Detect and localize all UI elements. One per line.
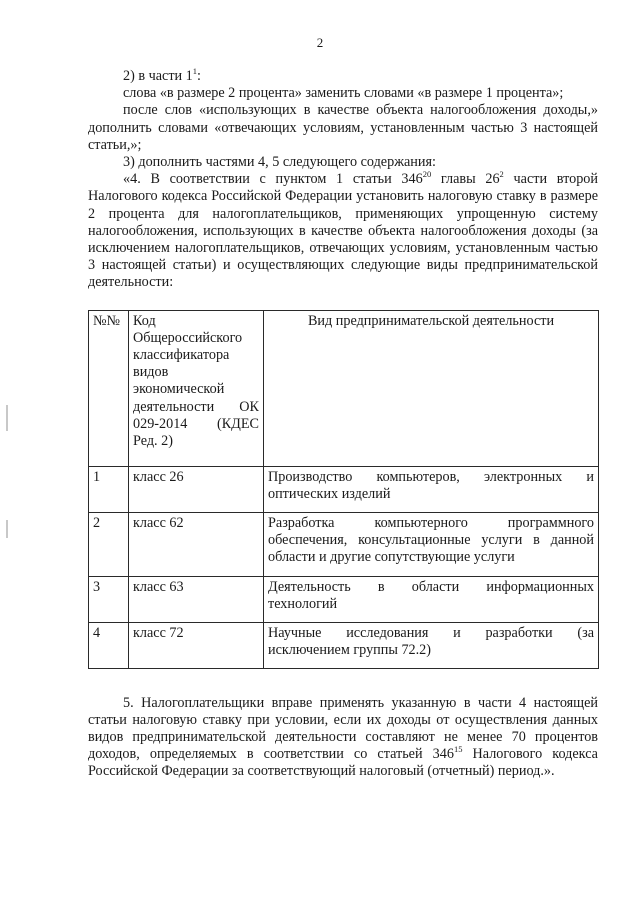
row-activity: Научные исследования и разработки (за исключением группы 72.2)	[264, 622, 599, 668]
row-code: класс 72	[129, 622, 264, 668]
row-code: класс 26	[129, 466, 264, 512]
scan-edge-mark	[6, 520, 8, 538]
table-row	[89, 512, 599, 576]
header-activity: Вид предпринимательской деятельности	[264, 310, 599, 466]
table-row	[89, 576, 599, 622]
row-number: 4	[89, 622, 129, 668]
activities-table	[88, 310, 599, 669]
item-3-heading: 3) дополнить частями 4, 5 следующего содержания:	[123, 154, 436, 171]
document-body	[88, 68, 598, 781]
scan-edge-mark	[6, 405, 8, 431]
part-4-paragraph: «4. В соответствии с пунктом 1 статьи $346^{20}$ главы $26^2$ части второй Налогового кодекса Российской Федерации установить налоговую ставку в размере 2 процента для налогоплательщиков, применяющих упрощенную систему налогообложения, использующих в качестве объекта налогообложения доходы (за исключением налогоплательщиков, отвечающих условиям, установленным частью 3 настоящей статьи) и осуществляющих следующие виды предпринимательской деятельности:	[88, 169, 598, 291]
page-number: 2	[316, 35, 324, 50]
row-number: 2	[89, 512, 129, 576]
part-5-paragraph: 5. Налогоплательщики вправе применять указанную в части 4 настоящей статьи налоговую ставку при условии, если их доходы от осуществления данных видов предпринимательской деятельности составляют не менее 70 процентов доходов, определяемых в соответствии со статьей $346^{15}$ Налогового кодекса Российской Федерации за соответствующий налоговый (отчетный) период.».	[88, 694, 598, 780]
header-number: №№	[89, 310, 129, 466]
row-number: 3	[89, 576, 129, 622]
row-code: класс 62	[129, 512, 264, 576]
row-number: 1	[89, 466, 129, 512]
table-row	[89, 622, 599, 668]
item-2-change-2: после слов «использующих в качестве объекта налогообложения доходы,» дополнить словами «отвечающих условиям, установленным частью 3 настоящей статьи,»;	[88, 102, 598, 153]
row-activity: Деятельность в области информационных технологий	[264, 576, 599, 622]
table-row	[89, 466, 599, 512]
row-activity: Разработка компьютерного программного обеспечения, консультационные услуги в данной области и другие сопутствующие услуги	[264, 512, 599, 576]
table-header-row	[89, 310, 599, 466]
header-code: Код Общероссийского классификатора видов экономической деятельности ОК 029-2014 (КДЕС Ред. 2)	[129, 310, 264, 466]
row-code: класс 63	[129, 576, 264, 622]
item-2-heading: 2) в части $1^1$:	[123, 66, 201, 84]
row-activity: Производство компьютеров, электронных и оптических изделий	[264, 466, 599, 512]
item-2-change-1: слова «в размере 2 процента» заменить словами «в размере 1 процента»;	[123, 85, 564, 102]
